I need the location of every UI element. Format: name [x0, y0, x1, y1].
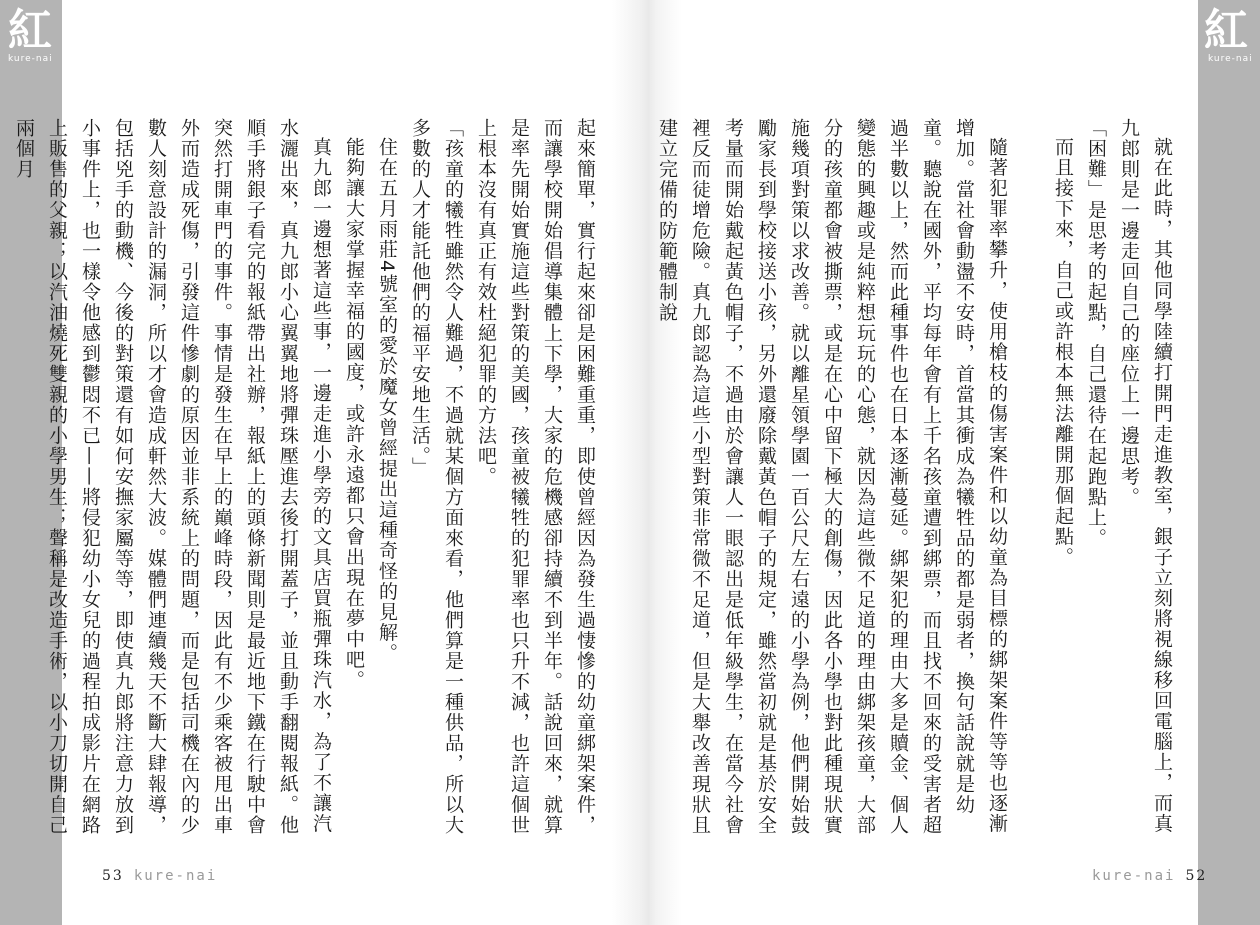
page-number: 52 — [1185, 868, 1208, 884]
paragraph: 住在五月雨莊4號室的愛於魔女曾經提出這種奇怪的見解。 — [376, 137, 398, 664]
page-number: 53 — [102, 868, 124, 884]
paragraph: 「困難」是思考的起點，自己還待在起跑點上。 — [1085, 118, 1107, 549]
paragraph: 就在此時，其他同學陸續打開門走進教室，銀子立刻將視線移回電腦上，而真九郎則是一邊走回自己的座位上一邊思考。 — [1118, 118, 1173, 834]
left-page-body — [13, 118, 601, 838]
paragraph: 「孩童的犧牲雖然令人難過，不過就某個方面來看，他們算是一種供品，所以大多數的人才能託他們的福平安地生活。」 — [409, 118, 464, 836]
paragraph: 真九郎一邊想著這些事，一邊走進小學旁的文具店買瓶彈珠汽水，為了不讓汽水灑出來，真九郎小心翼翼地將彈珠壓進去後打開蓋子，並且動手翻閱報紙。他順手將銀子看完的報紙帶出社辦，報紙上的頭條新聞則是最近地下鐵在行駛中會突然打開車門的事件。事情是發生在早上的巔峰時段，因此有不少乘客被甩出車外而造成死傷，引發這件慘劇的原因並非系統上的問題，而是包括司機在內的少數人刻意設計的漏洞，所以才會造成軒然大波。媒體們連續幾天不斷大肆報導，包括兇手的動機、今後的對策還有如何安撫家屬等等，即使真九郎將注意力放到小事件上，也一樣令他感到鬱悶不已——將侵犯幼小女兒的過程拍成影片在網路上販售的父親；以汽油燒死雙親的小學男生；聲稱是改造手術，以小刀切開自己兩個月 — [13, 118, 332, 836]
right-page-body — [656, 118, 1178, 838]
paragraph: 起來簡單，實行起來卻是困難重重，即使曾經因為發生過悽慘的幼童綁架案件，而讓學校開始倡導集體上下學，大家的危機感卻持續不到半年。話說回來，就算是率先開始實施這些對策的美國，孩童被犧牲的犯罪率也只升不減，也許這個世上根本沒有真正有效杜絕犯罪的方法吧。 — [475, 118, 596, 836]
series-title: kure-nai — [1092, 868, 1176, 884]
right-chapter-tab — [1198, 0, 1260, 925]
right-folio — [1092, 868, 1207, 884]
paragraph: 而且接下來，自己或許根本無法離開那個起點。 — [1052, 137, 1074, 568]
logo-romaji: kure-nai — [8, 54, 53, 64]
paragraph: 能夠讓大家掌握幸福的國度，或許永遠都只會出現在夢中吧。 — [343, 137, 365, 691]
logo-kanji: 紅 — [8, 5, 52, 56]
series-title: kure-nai — [133, 868, 218, 884]
paragraph: 隨著犯罪率攀升，使用槍枝的傷害案件和以幼童為目標的綁架案件等等也逐漸增加。當社會動盪不安時，首當其衝成為犧牲品的都是弱者，換句話說就是幼童。聽說在國外，平均每年會有上千名孩童遭到綁票，而且找不回來的受害者超過半數以上，然而此種事件也在日本逐漸蔓延。綁架犯的理由大多是贖金、個人變態的興趣或是純粹想玩玩的心態，就因為這些微不足道的理由綁架孩童，大部分的孩童都會被撕票，或是在心中留下極大的創傷，因此各小學也對此種現狀實施幾項對策以求改善。就以離星領學園一百公尺左右遠的小學為例，他們開始鼓勵家長到學校接送小孩，另外還廢除戴黃色帽子的規定，雖然當初就是基於安全考量而開始戴起黃色帽子，不過由於會讓人一眼認出是低年級學生，在當今社會裡反而徒增危險。真九郎認為這些小型對策非常微不足道，但是大舉改善現狀且建立完備的防範體制說 — [656, 118, 1008, 836]
logo-romaji: kure-nai — [1208, 54, 1253, 64]
logo-kanji: 紅 — [1204, 5, 1248, 56]
left-folio — [102, 868, 217, 884]
